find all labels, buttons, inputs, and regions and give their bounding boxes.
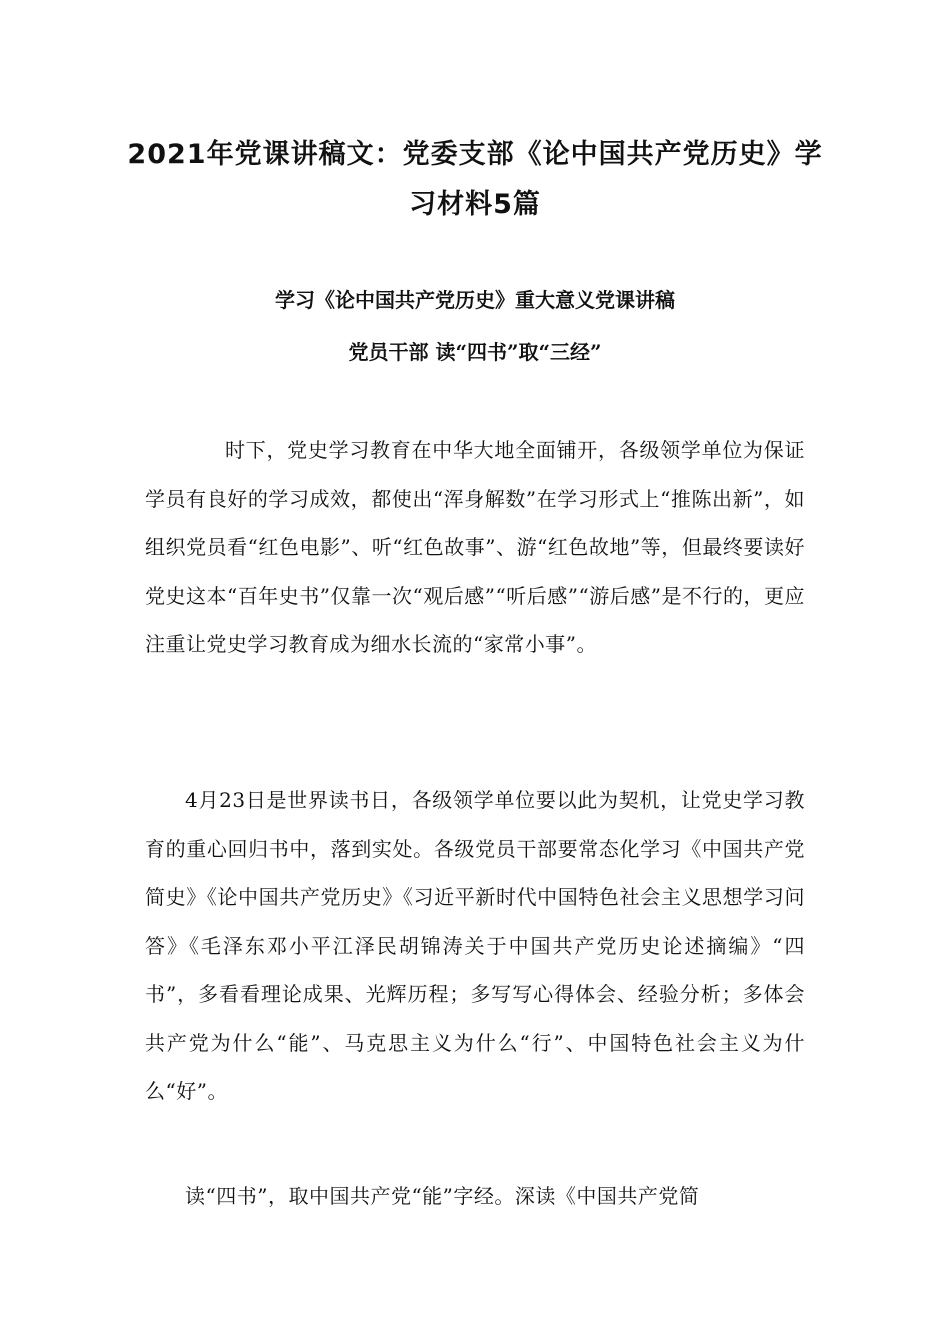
- section-subheading: 党员干部 读“四书”取“三经”: [348, 340, 602, 364]
- document-title: 2021年党课讲稿文：党委支部《论中国共产党历史》学习材料5篇: [127, 139, 823, 220]
- body-paragraph-1: 时下，党史学习教育在中华大地全面铺开，各级领学单位为保证学员有良好的学习成效，都使出“浑身解数”在学习形式上“推陈出新”，如组织党员看“红色电影”、听“红色故事”、游“红色故地”等，但最终要读好党史这本“百年史书”仅靠一次“观后感”“听后感”“游后感”是不行的，更应注重让党史学习教育成为细水长流的“家常小事”。: [145, 438, 805, 656]
- body-paragraph-3: 读“四书”，取中国共产党“能”字经。深读《中国共产党简: [185, 1184, 700, 1208]
- body-paragraph-2: 4月23日是世界读书日，各级领学单位要以此为契机，让党史学习教育的重心回归书中，落到实处。各级党员干部要常态化学习《中国共产党简史》《论中国共产党历史》《习近平新时代中国特色社会主义思想学习问答》《毛泽东邓小平江泽民胡锦涛关于中国共产党历史论述摘编》“四书”，多看看理论成果、光辉历程；多写写心得体会、经验分析；多体会共产党为什么“能”、马克思主义为什么“行”、中国特色社会主义为什么“好”。: [145, 788, 805, 1103]
- section-heading: 学习《论中国共产党历史》重大意义党课讲稿: [275, 288, 675, 312]
